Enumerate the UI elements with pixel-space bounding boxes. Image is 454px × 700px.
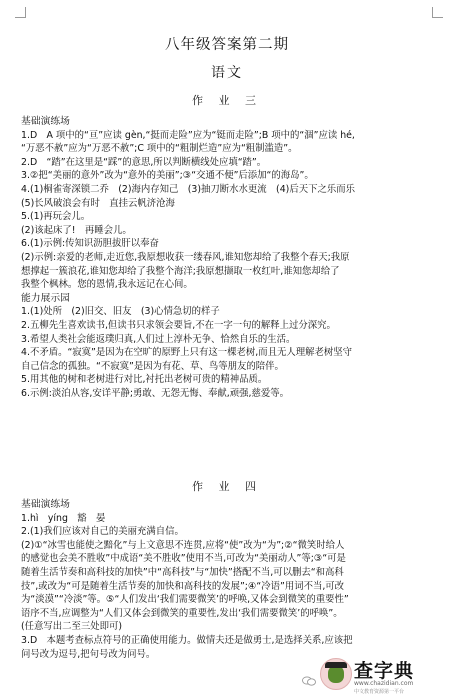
- text-line: 1.(1)处所 (2)旧交、旧友 (3)心情急切的样子: [21, 306, 220, 318]
- document-title: 八年级答案第二期: [165, 37, 289, 53]
- text-line: 4.(1)桐雀寄深锁二乔 (2)海内存知己 (3)抽刀断水水更流 (4)后天下之乐而乐: [21, 183, 355, 195]
- text-line: 2.五柳先生喜欢读书,但读书只求领会要旨,不在一字一句的解释上过分深究。: [21, 319, 336, 331]
- chazidian-watermark: [320, 656, 446, 696]
- text-line: 5.用其他的树和老树进行对比,衬托出老树可贵的精神品质。: [21, 374, 268, 386]
- section-body-work-4: [21, 498, 441, 661]
- text-line: 6.(1)示例:传知识沥胆拔肝以奉奋: [21, 238, 159, 250]
- text-line: 6.示例:淡泊从容,安详平静;勇敢、无怨无悔、奉献,顽强,慈爱等。: [21, 387, 289, 399]
- watermark-slogan: 中文教育资源第一平台: [354, 689, 405, 695]
- text-line: (5)长风破浪会有时 直挂云帆济沧海: [21, 197, 175, 209]
- section-heading-work-3: 作 业 三: [192, 94, 262, 107]
- text-line: 的感觉也会美不胜收”中成语“美不胜收”使用不当,可改为“美丽动人”等;③“可是: [21, 553, 346, 565]
- text-line: 语序不当,应调整为“人们又体会到微笑的重要性,发出‘我们需要微笑’的呼唤”。: [21, 607, 343, 619]
- corner-mark-right: [432, 7, 443, 18]
- text-line: (2)①“冰雪也能使之黯化”与上文意思不连贯,应将“使”改为“为”;②“微笑时给人: [21, 539, 345, 551]
- subsection-heading: 能力展示园: [21, 292, 70, 304]
- text-line: 3.②把“美丽的意外”改为“意外的美丽”;③“交通不便”后添加“的海岛”。: [21, 170, 314, 182]
- subsection-heading: 基础演练场: [21, 116, 70, 127]
- text-line: 我整个枫林。您的恩情,我永远记在心间。: [21, 279, 193, 291]
- text-line: (任意写出二至三处即可): [21, 621, 123, 633]
- watermark-url: www.chazidian.com: [354, 680, 414, 687]
- text-line: 为“淡漠”“冷淡”等。⑤“人们发出‘我们需要微笑’的呼唤,又体会到微笑的重要性”: [21, 594, 349, 606]
- subject-title: 语文: [211, 65, 243, 81]
- subsection-heading: 基础演练场: [21, 499, 70, 510]
- text-line: 1.D A 项中的“亘”应读 gèn,“挺而走险”应为“铤而走险”;B 项中的“涸”应读 hé,: [21, 129, 355, 141]
- text-line: 4.不矛盾。“寂寞”是因为在空旷的原野上只有这一棵老树,而且无人理解老树坚守: [21, 347, 353, 359]
- section-body-work-3: [21, 115, 441, 400]
- text-line: 问号改为逗号,把句号改为问号。: [21, 648, 156, 660]
- corner-mark-left: [15, 7, 26, 18]
- text-line: 3.D 本题考查标点符号的正确使用能力。做情夫还是做勇士,是选择关系,应该把: [21, 634, 353, 646]
- text-line: 技”,或改为“可是随着生活节奏的加快和高科技的发展”;④“冷语”用词不当,可改: [21, 580, 345, 592]
- text-line: 5.(1)再玩会儿。: [21, 211, 91, 223]
- text-line: 自己信念的孤独。“不寂寞”是因为有花、草、鸟等朋友的陪伴。: [21, 360, 284, 372]
- text-line: 想撑起一簇浪花,谁知您却给了我整个海洋;我原想撷取一枚红叶,谁知您却给了: [21, 265, 340, 277]
- text-line: (2)示例:亲爱的老师,走近您,我原想收获一缕春风,谁知您却给了我整个春天;我原: [21, 251, 350, 263]
- mascot-icon: [320, 658, 352, 690]
- text-line: 2.D “踏”在这里是“踩”的意思,所以判断横线处应填“踏”。: [21, 156, 267, 168]
- text-line: 2.(1)我们应该对自己的美丽充满自信。: [21, 526, 184, 538]
- section-heading-work-4: 作 业 四: [192, 480, 262, 493]
- text-line: 1.hì yíng 豁 晏: [21, 512, 106, 524]
- text-line: 3.希望人类社会能返璞归真,人们过上淳朴无争、恰然自乐的生活。: [21, 333, 296, 345]
- text-line: (2)该起床了! 再睡会儿。: [21, 224, 132, 236]
- watermark-name: 查字典: [354, 660, 415, 682]
- wechat-icon: [302, 676, 316, 686]
- text-line: 随着生活节奏和高科技的加快”中“高科技”与“加快”搭配不当,可以删去“和高科: [21, 566, 344, 578]
- text-line: “万恶不赦”应为“万恶不赦”;C 项中的“粗制烂造”应为“粗制滥造”。: [21, 143, 298, 155]
